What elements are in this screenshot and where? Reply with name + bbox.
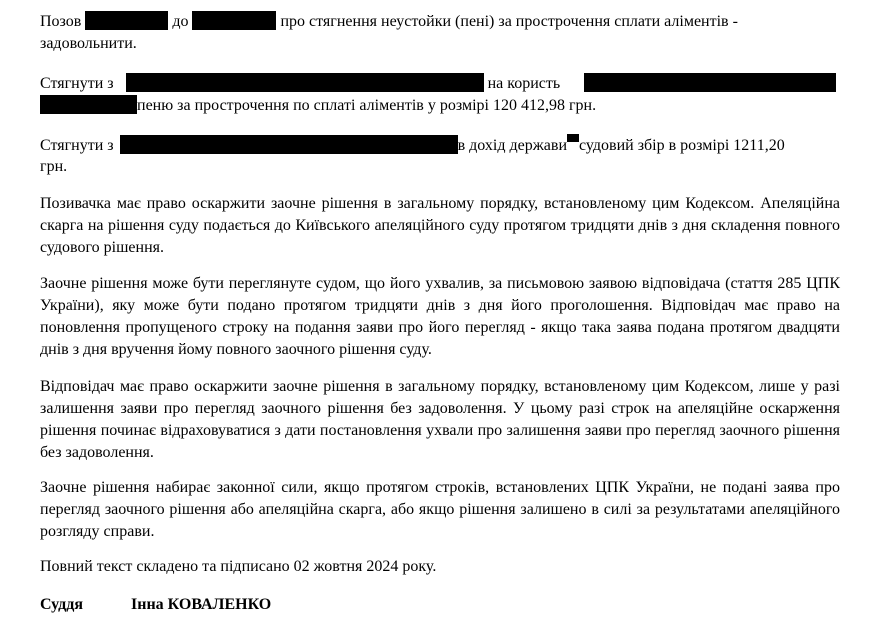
judge-name: Інна КОВАЛЕНКО [131,596,272,613]
judge-label: Суддя [40,596,83,613]
paragraph-penalty-line-1 [40,73,836,95]
redaction-block [40,95,137,114]
paragraph-claim-line-1 [40,11,738,33]
paragraph-full-text-date: Повний текст складено та підписано 02 жовтня 2024 року. [40,558,437,575]
redaction-block [120,135,458,154]
fee-word: Стягнути з [40,137,114,154]
redaction-block [567,134,579,142]
redaction-block [584,73,836,92]
redaction-block [85,11,168,30]
redaction-block [192,11,276,30]
paragraph-penalty-line-2 [40,95,596,117]
claim-word: Позов [40,13,82,30]
fee-unit: грн. [40,158,68,175]
claim-word: до [172,13,189,30]
paragraph-fee-line-2 [40,156,67,178]
paragraph-legal-force: Заочне рішення набирає законної сили, якщо протягом строків, встановлених ЦПК України, не подані заява про перегляд заочного рішення або апеляційна скарга, або якщо рішення залишено в силі за результатами апеляційного розгляду справи. [40,479,840,540]
claim-text: про стягнення неустойки (пені) за прострочення сплати аліментів - [280,13,738,30]
redaction-block [126,73,484,92]
paragraph-review: Заочне рішення може бути переглянуте судом, що його ухвалив, за письмовою заявою відповідача (стаття 285 ЦПК України), яку може бути подано протягом тридцяти днів з дня його проголошення. Відповідач має право на поновлення пропущеного строку на подання заяви про його перегляд - якщо така заява подана протягом двадцяти днів з дня вручення йому повного заочного рішення суду. [40,275,840,358]
paragraph-fee-line-1 [40,134,785,157]
claim-result: задовольнити. [40,35,137,52]
fee-text: судовий збір в розмірі 1211,20 [579,137,785,154]
paragraph-claim-line-2 [40,33,137,55]
penalty-word: Стягнути з [40,75,114,92]
fee-word: в дохід держави [457,137,568,154]
penalty-word: на користь [487,75,561,92]
paragraph-defendant-appeal: Відповідач має право оскаржити заочне рішення в загальному порядку, встановленому цим Кодексом, лише у разі залишення заяви про перегляд заочного рішення без задоволення. У цьому разі строк на апеляційне оскарження рішення починає відраховуватися з дати постановлення ухвали про залишення заяви про перегляд заочного рішення без задоволення. [40,378,840,461]
penalty-text: пеню за прострочення по сплаті аліментів у розмірі 120 412,98 грн. [137,97,597,114]
paragraph-plaintiff-appeal: Позивачка має право оскаржити заочне рішення в загальному порядку, встановленому цим Кодексом. Апеляційна скарга на рішення суду подається до Київського апеляційного суду протягом тридцяти днів з дня складення повного судового рішення. [40,195,840,256]
